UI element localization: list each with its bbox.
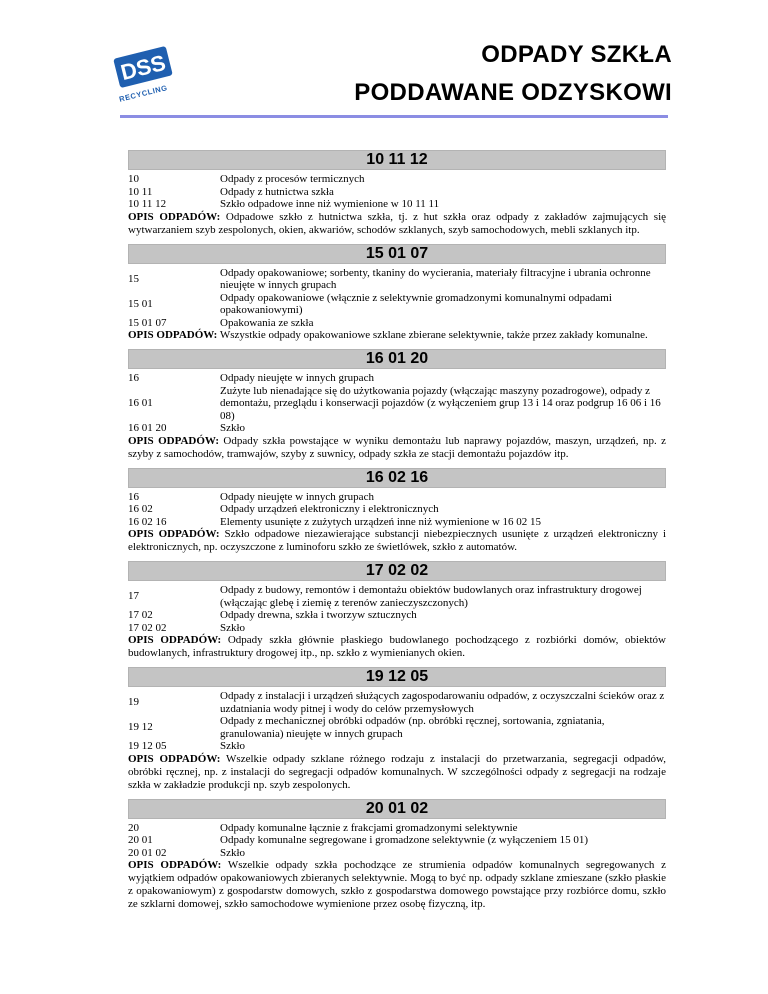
waste-description: Szkło: [220, 621, 246, 634]
code-row: [128, 267, 666, 292]
code-row: [128, 622, 666, 635]
waste-code: 17 02: [128, 609, 153, 621]
waste-code: 17 02 02: [128, 621, 167, 634]
waste-section: [128, 799, 666, 912]
section-header: 10 11 12: [128, 150, 666, 170]
waste-section: [128, 667, 666, 792]
waste-section: [128, 150, 666, 237]
waste-description: Odpady z mechanicznej obróbki odpadów (np. obróbki ręcznej, sortowania, zgniatania, granulowania) nieujęte w innych grupach: [220, 715, 605, 740]
opis-text: Wszelkie odpady szkła pochodzące ze strumienia odpadów komunalnych segregowanych z wyjątkiem odpadów opakowaniowych zbieranych selektywnie. Mogą to być np. odpady szklane zmieszane (szkło płaskie z opakowaniowym) z gospodarstw domowych, szkło z gospodarstwa domowego powstające przy rozbiórce domu, szkło ze szklarni domowej, szkło samochodowe wymienione przez osobę fizyczną, itp.: [128, 859, 666, 910]
waste-description: Odpady drewna, szkła i tworzyw sztucznych: [220, 609, 417, 621]
logo-text: DSS: [118, 49, 169, 86]
waste-opis: [128, 329, 666, 342]
waste-description: Odpady nieujęte w innych grupach: [220, 490, 374, 503]
waste-description: Odpady nieujęte w innych grupach: [220, 372, 374, 384]
waste-code: 15: [128, 272, 139, 285]
waste-description: Zużyte lub nienadające się do użytkowania pojazdy (włączając maszyny pozadrogowe), odpady z demontażu, przeglądu i konserwacji pojazdów (z wyłączeniem grup 13 i 14 oraz podgrup 16 06 i 16 08): [220, 384, 661, 422]
waste-code: 16 01: [128, 397, 153, 409]
waste-code: 20: [128, 821, 139, 834]
dss-logo-icon: [113, 44, 175, 108]
waste-description: Odpady z procesów termicznych: [220, 173, 365, 185]
waste-code: 19 12 05: [128, 740, 167, 752]
code-row: [128, 584, 666, 609]
waste-description: Elementy usunięte z zużytych urządzeń inne niż wymienione w 16 02 15: [220, 515, 542, 528]
waste-description: Szkło: [220, 846, 246, 859]
opis-label: OPIS ODPADÓW:: [128, 210, 221, 223]
waste-description: Szkło: [220, 422, 246, 434]
code-row: [128, 503, 666, 516]
code-row: [128, 609, 666, 622]
waste-code: 10: [128, 173, 139, 185]
waste-description: Opakowania ze szkła: [220, 316, 314, 329]
code-row: [128, 822, 666, 835]
waste-description: Odpady komunalne segregowane i gromadzone selektywnie (z wyłączeniem 15 01): [220, 834, 589, 846]
code-row: [128, 292, 666, 317]
code-row: [128, 372, 666, 385]
code-row: [128, 186, 666, 199]
waste-section: [128, 468, 666, 555]
waste-description: Odpady opakowaniowe; sorbenty, tkaniny do wycierania, materiały filtracyjne i ubrania ochronne nieujęte w innych grupach: [220, 266, 651, 291]
waste-opis: [128, 528, 666, 554]
opis-label: OPIS ODPADÓW:: [128, 752, 221, 765]
waste-code: 16 02: [128, 503, 153, 515]
waste-code: 10 11: [128, 185, 153, 198]
code-row: [128, 173, 666, 186]
section-header: 16 02 16: [128, 468, 666, 488]
waste-description: Szkło: [220, 740, 246, 752]
code-row: [128, 516, 666, 529]
waste-description: Odpady urządzeń elektroniczny i elektronicznych: [220, 503, 439, 515]
title-divider: [120, 115, 668, 118]
waste-code: 20 01: [128, 834, 153, 846]
section-header: 15 01 07: [128, 244, 666, 264]
logo-subtext: RECYCLING: [118, 83, 169, 104]
waste-opis: [128, 634, 666, 660]
opis-label: OPIS ODPADÓW:: [128, 528, 220, 540]
waste-code: 16: [128, 490, 139, 503]
waste-code: 19 12: [128, 721, 153, 734]
section-header: 16 01 20: [128, 349, 666, 369]
section-header: 20 01 02: [128, 799, 666, 819]
dss-recycling-logo: [113, 44, 175, 108]
opis-label: OPIS ODPADÓW:: [128, 859, 222, 871]
opis-label: OPIS ODPADÓW:: [128, 434, 219, 447]
waste-opis: [128, 211, 666, 237]
opis-text: Odpady szkła głównie płaskiego budowlanego pochodzącego z rozbiórki domów, obiektów budowlanych, infrastruktury drogowej itp., np. szkło z wymienianych okien.: [128, 634, 666, 659]
opis-text: Wszystkie odpady opakowaniowe szklane zbierane selektywnie, także przez zakłady komunalne.: [219, 329, 648, 341]
code-row: [128, 317, 666, 330]
waste-code: 16 01 20: [128, 422, 167, 434]
waste-opis: [128, 435, 666, 461]
opis-text: Wszelkie odpady szklane różnego rodzaju z instalacji do przetwarzania, segregacji odpadów, obróbki ręcznej, np. z instalacji do segregacji odpadów komunalnych. W szczególności odpady z segregacji na rodzaje szkła w zakładzie produkcji np. szyb zespolonych.: [128, 752, 666, 791]
waste-code: 16 02 16: [128, 515, 167, 528]
code-row: [128, 847, 666, 860]
section-header: 19 12 05: [128, 667, 666, 687]
opis-label: OPIS ODPADÓW:: [128, 634, 222, 646]
opis-text: Odpadowe szkło z hutnictwa szkła, tj. z hut szkła oraz odpady z zakładów zajmujących się wytwarzaniem szyb zespolonych, okien, akwariów, schodów szklanych, szyb samochodowych, mebli szklanych itp.: [128, 210, 667, 236]
waste-code: 20 01 02: [128, 846, 167, 859]
code-row: [128, 740, 666, 753]
code-row: [128, 715, 666, 740]
waste-section: [128, 244, 666, 343]
code-row: [128, 198, 666, 211]
waste-code-list: [128, 150, 666, 918]
waste-section: [128, 561, 666, 660]
opis-text: Szkło odpadowe niezawierające substancji niebezpiecznych usunięte z urządzeń elektroniczny i elektronicznych, np. oczyszczone z luminoforu szkło ze świetlówek, szkło z automatów.: [128, 528, 667, 553]
opis-text: Odpady szkła powstające w wyniku demontażu lub naprawy pojazdów, maszyn, urządzeń, np. z szyby z samochodów, tramwajów, szyby z suwnicy, odpady szkła ze stacji demontażu pojazdów itp.: [128, 434, 667, 460]
section-header: 17 02 02: [128, 561, 666, 581]
waste-opis: [128, 859, 666, 911]
waste-code: 19: [128, 696, 139, 709]
waste-code: 16: [128, 372, 139, 384]
waste-code: 15 01: [128, 297, 153, 310]
code-row: [128, 834, 666, 847]
code-row: [128, 422, 666, 435]
title-line-1: ODPADY SZKŁA: [481, 41, 672, 68]
code-row: [128, 690, 666, 715]
code-row: [128, 385, 666, 423]
waste-code: 10 11 12: [128, 198, 167, 210]
waste-description: Odpady z hutnictwa szkła: [220, 185, 334, 198]
waste-opis: [128, 753, 666, 792]
opis-label: OPIS ODPADÓW:: [128, 329, 218, 341]
waste-description: Odpady z budowy, remontów i demontażu obiektów budowlanych oraz infrastruktury drogowej (włączając glebę i ziemię z terenów zanieczyszczonych): [220, 584, 642, 609]
waste-code: 15 01 07: [128, 316, 167, 329]
waste-description: Odpady opakowaniowe (włącznie z selektywnie gromadzonymi komunalnymi odpadami opakowaniowymi): [220, 291, 612, 316]
waste-section: [128, 349, 666, 461]
waste-description: Szkło odpadowe inne niż wymienione w 10 11 11: [220, 198, 440, 210]
waste-description: Odpady z instalacji i urządzeń służących zagospodarowaniu odpadów, z oczyszczalni ścieków oraz z uzdatniania wody pitnej i wody do celów przemysłowych: [220, 690, 665, 715]
waste-description: Odpady komunalne łącznie z frakcjami gromadzonymi selektywnie: [220, 821, 518, 834]
waste-code: 17: [128, 590, 139, 603]
code-row: [128, 491, 666, 504]
title-line-2: PODDAWANE ODZYSKOWI: [354, 79, 672, 106]
